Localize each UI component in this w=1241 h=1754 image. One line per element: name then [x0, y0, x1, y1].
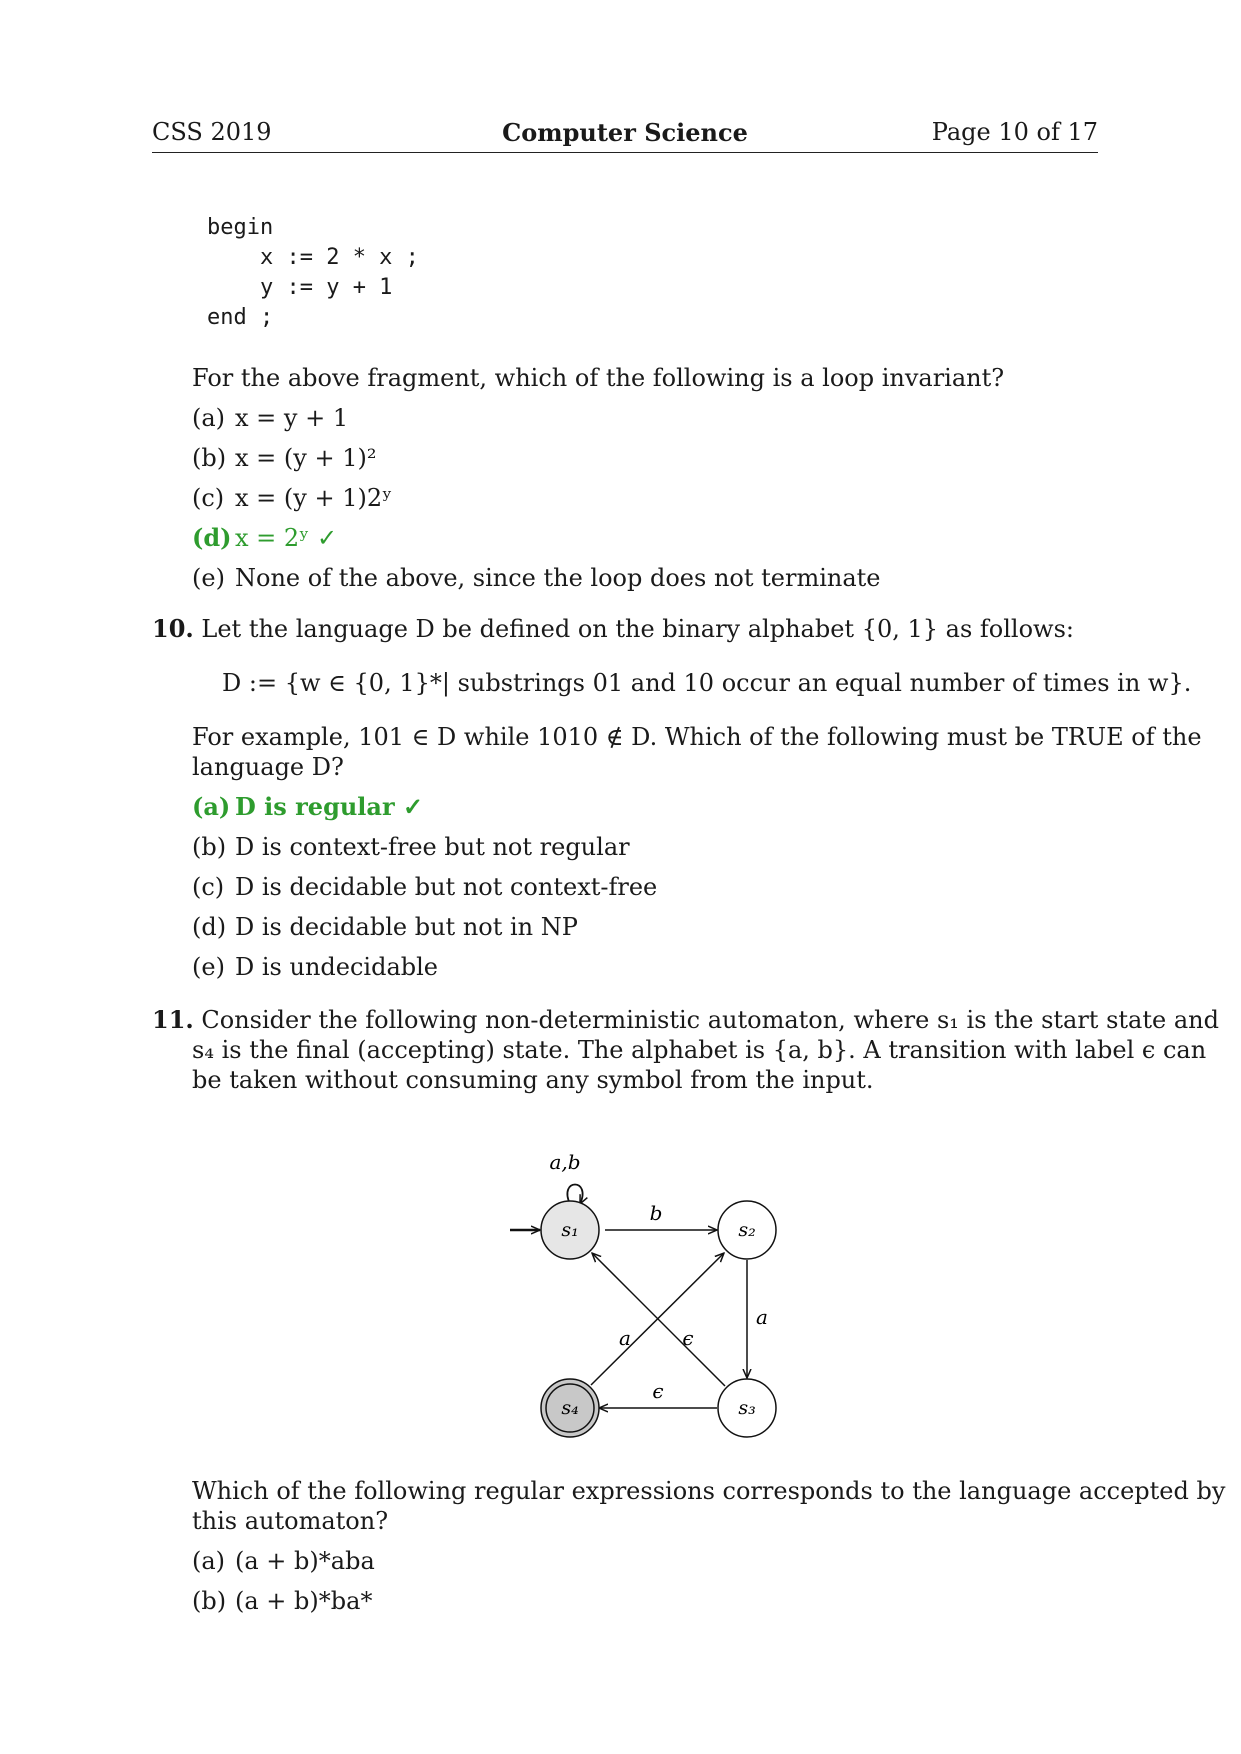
option-text: x = 2ʸ ✓	[235, 524, 338, 552]
option-label: (e)	[192, 953, 225, 981]
exam-code: CSS 2019	[152, 118, 272, 146]
option-text: D is decidable but not context-free	[235, 873, 658, 901]
q11-line3: be taken without consuming any symbol from the input.	[192, 1066, 874, 1094]
question-number: 11.	[152, 1005, 194, 1034]
q9-option-a	[192, 403, 348, 433]
label-a-b: a,b	[549, 1150, 581, 1174]
page-number: Page 10 of 17	[931, 118, 1098, 146]
question-number: 10.	[152, 614, 194, 643]
option-text: None of the above, since the loop does not terminate	[235, 564, 881, 592]
state-s4-label: s₄	[561, 1397, 579, 1419]
q9-option-c	[192, 483, 392, 513]
q11-option-a	[192, 1546, 375, 1576]
subject-title: Computer Science	[502, 118, 748, 147]
q11-option-b	[192, 1586, 372, 1616]
option-label: (a)	[192, 792, 231, 821]
label-eps-s3-s1: ϵ	[682, 1326, 694, 1350]
option-text: D is context-free but not regular	[235, 833, 630, 861]
nfa-svg	[490, 1120, 790, 1450]
option-label: (b)	[192, 444, 227, 472]
option-text: x = y + 1	[235, 404, 349, 432]
option-label: (c)	[192, 484, 225, 512]
state-s2-label: s₂	[738, 1219, 756, 1241]
q10-option-e	[192, 952, 438, 982]
option-label: (a)	[192, 404, 226, 432]
label-a-s2-s3: a	[756, 1305, 768, 1329]
option-text: D is decidable but not in NP	[235, 913, 578, 941]
state-s3-label: s₃	[738, 1397, 756, 1419]
q10-option-a-correct	[192, 792, 423, 822]
code-fragment: begin x := 2 * x ; y := y + 1 end ;	[207, 215, 419, 330]
q10-intro: Let the language D be defined on the binary alphabet {0, 1} as follows:	[201, 615, 1074, 643]
q10-intro-line	[152, 614, 1074, 644]
option-text: x = (y + 1)2ʸ	[235, 484, 393, 512]
q10-option-b	[192, 832, 630, 862]
option-label: (d)	[192, 523, 232, 552]
q11-question-line2: this automaton?	[192, 1507, 389, 1535]
nfa-diagram	[490, 1120, 790, 1454]
q10-definition: D := {w ∈ {0, 1}*| substrings 01 and 10 occur an equal number of times in w}.	[222, 669, 1192, 697]
option-text: D is undecidable	[235, 953, 439, 981]
option-text: (a + b)*aba	[235, 1547, 375, 1575]
page-header	[152, 118, 1098, 153]
q11-line1: Consider the following non-deterministic automaton, where s₁ is the start state and	[201, 1006, 1219, 1034]
option-label: (a)	[192, 1547, 226, 1575]
q9-prompt: For the above fragment, which of the following is a loop invariant?	[192, 364, 1005, 392]
option-text: (a + b)*ba*	[235, 1587, 373, 1615]
q9-option-e	[192, 563, 881, 593]
label-a-s4-s2: a	[619, 1326, 631, 1350]
q9-option-d-correct	[192, 523, 337, 553]
option-label: (e)	[192, 564, 225, 592]
edge-s3-s1	[592, 1253, 725, 1386]
option-label: (d)	[192, 913, 227, 941]
q11-line2: s₄ is the final (accepting) state. The alphabet is {a, b}. A transition with label ϵ can	[192, 1036, 1207, 1064]
option-label: (b)	[192, 1587, 227, 1615]
option-label: (b)	[192, 833, 227, 861]
q10-option-d	[192, 912, 578, 942]
q10-example-line1: For example, 101 ∈ D while 1010 ∉ D. Which of the following must be TRUE of the	[192, 723, 1202, 751]
label-b: b	[649, 1201, 663, 1225]
q11-line1-wrap	[152, 1005, 1219, 1035]
q10-option-c	[192, 872, 657, 902]
q9-option-b	[192, 443, 376, 473]
q10-example-line2: language D?	[192, 753, 344, 781]
label-eps-s3-s4: ϵ	[652, 1379, 664, 1403]
option-text: D is regular ✓	[235, 792, 424, 821]
option-text: x = (y + 1)²	[235, 444, 377, 472]
state-s1-label: s₁	[561, 1219, 579, 1241]
option-label: (c)	[192, 873, 225, 901]
q11-question-line1: Which of the following regular expressions corresponds to the language accepted by	[192, 1477, 1226, 1505]
